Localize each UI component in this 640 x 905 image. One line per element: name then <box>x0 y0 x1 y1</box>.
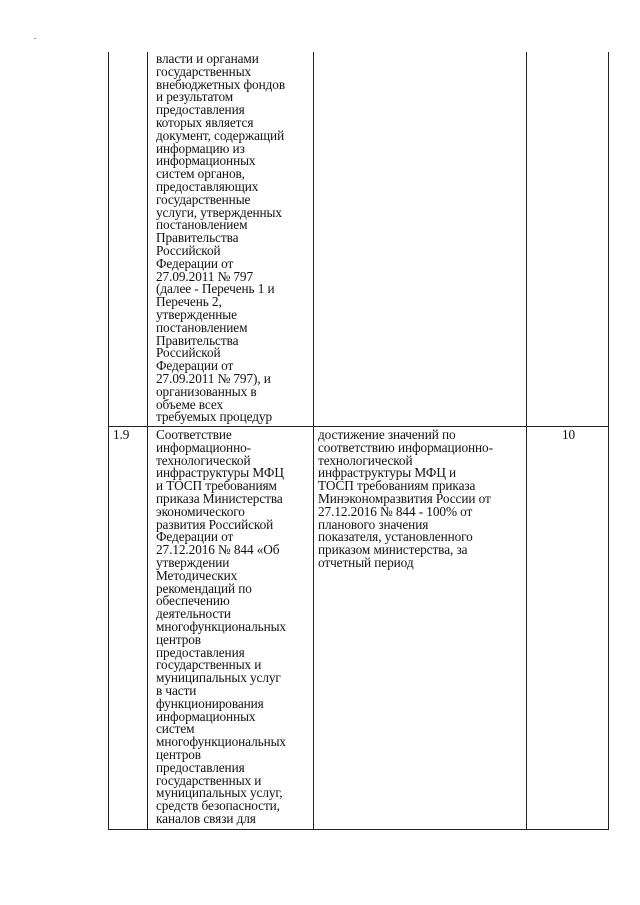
continued-row-name-cell: власти и органами государственных внебюджетных фондов и результатом предоставления которых является документ, содержащий информацию из информационных систем органов, предоставляющих государственные услуги, утвержденных постановлением Правительства Российской Федерации от 27.09.2011 № 797 (далее - Перечень 1 и Перечень 2, утвержденные постановлением Правительства Российской Федерации от 27.09.2011 № 797), и организованных в объеме всех требуемых процедур <box>156 51 286 425</box>
criteria-table <box>108 52 609 830</box>
row-score-cell: 10 <box>561 427 576 442</box>
row-name-cell: Соответствие информационно- технологической инфраструктуры МФЦ и ТОСП требованиям приказа Министерства экономического развития Российской Федерации от 27.12.2016 № 844 «Об утверждении Методических рекомендаций по обеспечению деятельности многофункциональных центров предоставления государственных и муниципальных услуг в части функционирования информационных систем многофункциональных центров предоставления государственных и муниципальных услуг, средств безопасности, каналов связи для <box>156 427 286 826</box>
row-criterion-cell: достижение значений по соответствию информационно- технологической инфраструктуры МФЦ и ТОСП требованиям приказа Минэкономразвития России от 27.12.2016 № 844 - 100% от планового значения показателя, установленного приказом министерства, за отчетный период <box>318 427 493 570</box>
column-divider-number <box>147 52 148 829</box>
scan-speck <box>34 38 36 39</box>
row-number-cell: 1.9 <box>113 427 130 442</box>
